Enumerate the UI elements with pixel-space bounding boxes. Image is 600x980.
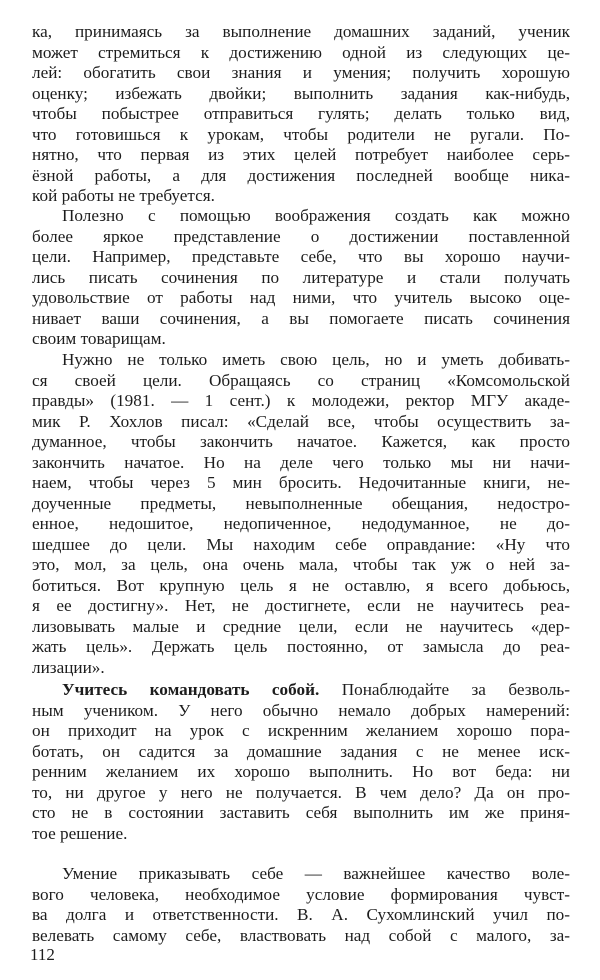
paragraph-quote: [32, 350, 570, 678]
text-line: лись писать сочинения по литературе и стали получать: [32, 267, 570, 287]
text-line: лизовывать малые и средние цели, если не научитесь «дер-: [32, 616, 570, 636]
text-line: может стремиться к достижению одной из следующих це-: [32, 42, 570, 62]
text-line: ренним желанием их хорошо выполнить. Но вот беда: ни: [32, 762, 570, 781]
text-line: более яркое представление о достижении поставленной: [32, 226, 570, 246]
text-line: что готовишься к урокам, чтобы родители не ругали. По-: [32, 124, 570, 144]
text-line: ботать, он садится за домашние задания с не менее иск-: [32, 741, 570, 761]
heading-line-rest: Понаблюдайте за безволь-: [319, 680, 570, 699]
text-line: ся своей цели. Обращаясь со страниц «Комсомольской: [32, 370, 570, 390]
text-line: жать цель». Держать цель постоянно, от замысла до реа-: [32, 637, 570, 656]
text-line: Нужно не только иметь свою цель, но и уметь добивать-: [62, 350, 570, 369]
text-line: ёзной работы, а для достижения последней вообще никa-: [32, 165, 570, 185]
text-line: ва долга и ответственности. В. А. Сухомлинский учил по-: [32, 905, 570, 924]
text-line: лей: обогатить свои знания и умения; получить хорошую: [32, 63, 570, 82]
text-line: нивает ваши сочинения, а вы помогаете писать сочинения: [32, 308, 570, 328]
text-line: думанное, чтобы закончить начатое. Кажется, как просто: [32, 432, 570, 451]
text-line: доученные предметы, невыполненные обещания, недостро-: [32, 493, 570, 513]
text-line: цели. Например, представьте себе, что вы хорошо научи-: [32, 247, 570, 266]
text-line: тое решение.: [32, 823, 128, 843]
page-number: 112: [30, 945, 55, 964]
section-heading: Учитесь командовать собой.: [62, 680, 320, 699]
text-line: ным учеником. У него обычно немало добрых намерений:: [32, 700, 570, 720]
text-line: енное, недошитое, недопиченное, недодуманное, не до-: [32, 514, 570, 533]
text-line: мик Р. Хохлов писал: «Сделай все, чтобы осуществить за-: [32, 411, 570, 431]
text-line: Полезно с помощью воображения создать как можно: [62, 206, 570, 225]
text-line: то, ни другое у него не получается. В чем дело? Да он про-: [32, 782, 570, 802]
text-line: шедшее до цели. Мы находим себе оправдание: «Ну что: [32, 534, 570, 554]
text-line: ка, принимаясь за выполнение домашних заданий, ученик: [32, 22, 570, 41]
paragraph-imagination: [32, 206, 570, 350]
text-line: он приходит на урок с искренним желанием хорошо пора-: [32, 721, 570, 740]
text-line: это, мол, за цель, она очень мала, чтобы так уж о ней за-: [32, 555, 570, 574]
text-line: наем, чтобы через 5 мин бросить. Недочитанные книги, не-: [32, 473, 570, 492]
text-line: закончить начатое. Но на деле чего только мы ни начи-: [32, 452, 570, 472]
paragraph-goals: [32, 22, 570, 207]
paragraph-self-order: [32, 864, 570, 946]
text-line: я ее достигну». Нет, не достигнете, если не научитесь реа-: [32, 596, 570, 615]
text-line: ботиться. Вот крупную цель я не оставлю, я всего добьюсь,: [32, 575, 570, 595]
text-line: правды» (1981. — 1 сент.) к молодежи, ректор МГУ акаде-: [32, 391, 570, 410]
text-line: велевать самому себе, властвовать над собой с малого, за-: [32, 925, 570, 945]
text-line: чтобы побыстрее отправиться гулять; делать только вид,: [32, 104, 570, 123]
text-line: сто не в состоянии заставить себя выполнить им же приня-: [32, 803, 570, 822]
text-line: [32, 680, 570, 701]
text-line: вого человека, необходимое условие формирования чувст-: [32, 884, 570, 904]
paragraph-self-command: [32, 680, 570, 844]
text-line: оценку; избежать двойки; выполнить задания как-нибудь,: [32, 83, 570, 103]
text-line: Умение приказывать себе — важнейшее качество воле-: [62, 864, 570, 883]
text-line: кой работы не требуется.: [32, 186, 215, 205]
text-line: своим товарищам.: [32, 329, 166, 348]
text-line: удовольствие от работы над ними, что учитель высоко оце-: [32, 288, 570, 307]
text-line: нятно, что первая из этих целей потребует наиболее серь-: [32, 145, 570, 164]
text-line: лизации».: [32, 657, 105, 677]
